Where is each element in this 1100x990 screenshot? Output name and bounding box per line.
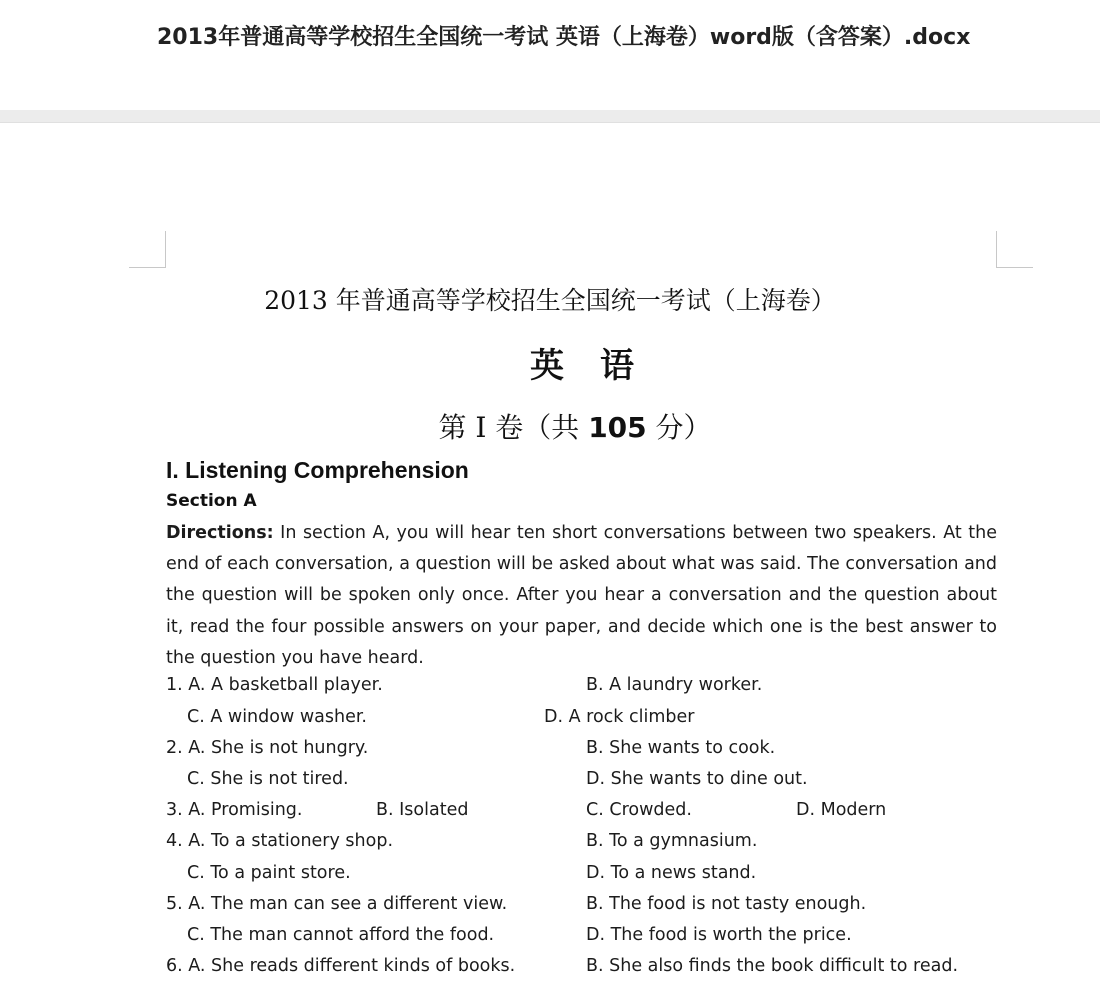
- exam-heading: 2013 年普通高等学校招生全国统一考试（上海卷）: [264, 286, 836, 315]
- q2-option-c: C. She is not tired.: [187, 769, 349, 789]
- directions-paragraph: [166, 518, 997, 674]
- q3-option-c: C. Crowded.: [586, 800, 692, 820]
- q3-option-a: 3. A. Promising.: [166, 800, 303, 820]
- volume-heading: [0, 406, 1100, 446]
- subject-char-1: 英: [530, 346, 564, 386]
- q5-option-d: D. The food is worth the price.: [586, 925, 852, 945]
- file-title: 2013年普通高等学校招生全国统一考试 英语（上海卷）word版（含答案）.docx: [157, 25, 971, 50]
- document-page: [0, 123, 1100, 990]
- page-divider: [0, 110, 1100, 123]
- volume-points: 105: [588, 411, 647, 444]
- q1-option-b: B. A laundry worker.: [586, 675, 763, 695]
- q2-option-a: 2. A. She is not hungry.: [166, 738, 369, 758]
- section-title: I. Listening Comprehension: [166, 457, 469, 483]
- q5-option-c: C. The man cannot afford the food.: [187, 925, 495, 945]
- q4-option-b: B. To a gymnasium.: [586, 831, 758, 851]
- q3-option-d: D. Modern: [796, 800, 887, 820]
- q6-option-a: 6. A. She reads different kinds of books.: [166, 956, 516, 976]
- section-subtitle: Section A: [166, 491, 257, 511]
- document-title-bar: [0, 0, 1100, 110]
- q5-option-a: 5. A. The man can see a different view.: [166, 894, 508, 914]
- volume-suffix: 分）: [646, 411, 712, 444]
- q1-option-a: 1. A. A basketball player.: [166, 675, 383, 695]
- q2-option-b: B. She wants to cook.: [586, 738, 776, 758]
- q5-option-b: B. The food is not tasty enough.: [586, 894, 867, 914]
- q3-option-b: B. Isolated: [376, 800, 469, 820]
- q4-option-c: C. To a paint store.: [187, 863, 351, 883]
- q4-option-d: D. To a news stand.: [586, 863, 757, 883]
- q1-option-c: C. A window washer.: [187, 707, 367, 727]
- q1-option-d: D. A rock climber: [544, 707, 695, 727]
- margin-corner-mark-left: [129, 231, 166, 268]
- subject-char-2: 语: [600, 346, 634, 386]
- directions-lead: Directions:: [166, 523, 274, 543]
- q2-option-d: D. She wants to dine out.: [586, 769, 808, 789]
- volume-prefix: 第 I 卷（共: [438, 411, 589, 444]
- directions-text: In section A, you will hear ten short conversations between two speakers. At the end of each conversation, a question will be asked about what was said. The conversation and the question will be spoken only once. After you hear a conversation and the question about it, read the four possible answers on your paper, and decide which one is the best answer to the question you have heard.: [166, 523, 997, 668]
- q4-option-a: 4. A. To a stationery shop.: [166, 831, 394, 851]
- subject-heading: [0, 338, 1100, 387]
- margin-corner-mark-right: [996, 231, 1033, 268]
- q6-option-b: B. She also finds the book difficult to read.: [586, 956, 959, 976]
